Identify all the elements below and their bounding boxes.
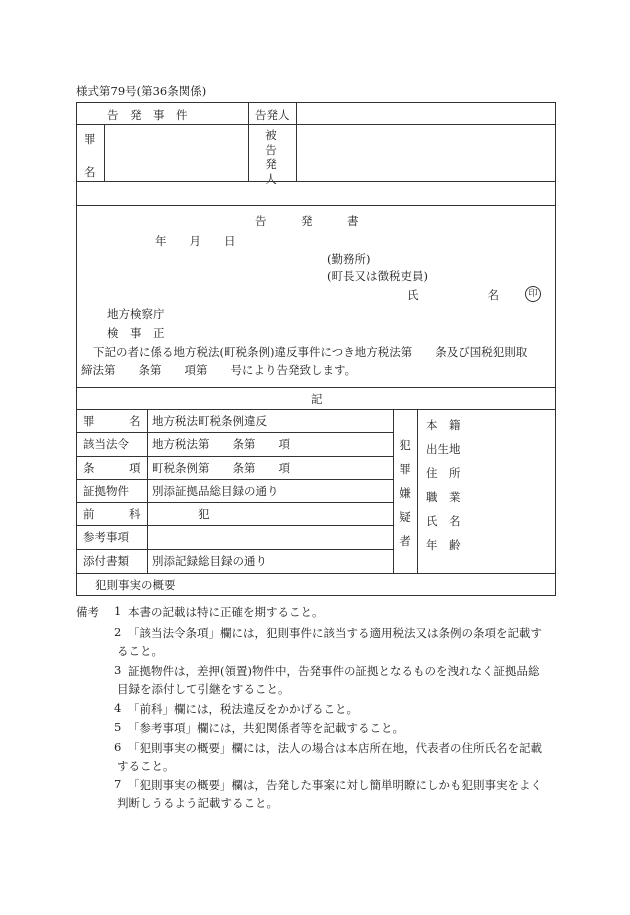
- seal-mark: 印: [525, 286, 541, 302]
- notes-heading: 備考: [76, 605, 99, 619]
- note-number: 1: [114, 604, 122, 618]
- row-value: 別添証拠品総目録の通り: [152, 484, 279, 498]
- note-number: 7: [114, 777, 122, 791]
- suspect-field: 氏 名: [426, 514, 461, 528]
- charge-name-label-1: 罪: [84, 132, 96, 146]
- divider: [393, 409, 394, 573]
- suspect-field: 出生地: [426, 442, 461, 456]
- divider: [77, 409, 555, 410]
- accuser-label: 告発人: [255, 108, 290, 122]
- divider: [77, 181, 555, 182]
- note-text: 「該当法令条項」欄には，犯則事件に該当する適用税法又は条例の条項を記載す: [128, 626, 542, 640]
- note-text: 「犯則事実の概要」欄には，法人の場合は本店所在地，代表者の住所氏名を記載: [128, 741, 542, 755]
- note-text: ること。: [117, 644, 163, 658]
- note-number: 2: [114, 625, 122, 639]
- name-label: 氏 名: [407, 288, 499, 302]
- note-text: 目録を添付して引継をすること。: [117, 682, 290, 696]
- note-number: 3: [114, 663, 122, 677]
- row-label: 証拠物件: [83, 484, 129, 498]
- document-title: 告 発 書: [255, 214, 359, 228]
- row-label: 条 項: [83, 461, 141, 475]
- note-number: 4: [114, 701, 122, 715]
- summary-label: 犯則事実の概要: [95, 578, 176, 592]
- note-text: 「犯則事実の概要」欄は，告発した事案に対し簡単明瞭にしかも犯則事実をよく: [128, 778, 542, 792]
- row-label: 該当法令: [83, 437, 129, 451]
- divider: [77, 479, 393, 480]
- note-text: 「前科」欄には，税法違反をかかげること。: [128, 702, 358, 716]
- office-label: (勤務所): [327, 252, 371, 266]
- position-label: (町長又は徴税吏員): [327, 269, 428, 283]
- note-number: 6: [114, 740, 122, 754]
- divider: [77, 525, 393, 526]
- suspect-field: 本 籍: [426, 418, 461, 432]
- row-label: 前 科: [83, 507, 141, 521]
- document-date: 年 月 日: [155, 234, 236, 248]
- accusation-form: [76, 102, 556, 596]
- body-line-1: 下記の者に係る地方税法(町税条例)違反事件につき地方税法第 条及び国税犯則取: [93, 345, 528, 359]
- note-text: すること。: [117, 759, 175, 773]
- row-label: 参考事項: [83, 530, 129, 544]
- form-title: 様式第79号(第36条関係): [76, 84, 207, 98]
- note-text: 証拠物件は，差押(領置)物件中，告発事件の証拠となるものを洩れなく証拠品総: [128, 664, 540, 678]
- addressee-office: 地方検察庁: [107, 307, 165, 321]
- divider: [417, 409, 418, 573]
- addressee-title: 検 事 正: [107, 326, 165, 340]
- row-label: 罪 名: [83, 414, 141, 428]
- record-title: 記: [311, 392, 323, 406]
- body-line-2: 締法第 条第 項第 号により告発致します。: [81, 363, 357, 377]
- divider: [77, 205, 555, 206]
- suspect-field: 住 所: [426, 466, 461, 480]
- divider: [77, 432, 393, 433]
- divider: [77, 549, 393, 550]
- divider: [77, 502, 393, 503]
- row-value: 地方税法第 条第 項: [152, 437, 290, 451]
- divider: [77, 387, 555, 388]
- row-value: 犯: [152, 507, 210, 521]
- divider: [77, 456, 393, 457]
- divider: [248, 103, 249, 181]
- note-number: 5: [114, 720, 122, 734]
- row-value: 地方税法町税条例違反: [152, 414, 267, 428]
- case-label: 告 発 事 件: [107, 108, 188, 122]
- row-label: 添付書類: [83, 554, 129, 568]
- divider: [104, 124, 105, 181]
- divider: [77, 573, 555, 574]
- suspect-field: 年 齢: [426, 538, 461, 552]
- charge-name-label-2: 名: [84, 165, 96, 179]
- divider: [77, 124, 555, 125]
- note-text: 本書の記載は特に正確を期すること。: [128, 605, 324, 619]
- accused-label: 被告発人: [265, 128, 277, 186]
- row-value: 町税条例第 条第 項: [152, 461, 290, 475]
- note-text: 判断しうるよう記載すること。: [117, 796, 278, 810]
- divider: [296, 103, 297, 181]
- row-value: 別添記録総目録の通り: [152, 554, 267, 568]
- suspect-field: 職 業: [426, 490, 461, 504]
- suspect-label: 犯罪嫌疑者: [399, 438, 411, 548]
- note-text: 「参考事項」欄には，共犯関係者等を記載すること。: [128, 721, 404, 735]
